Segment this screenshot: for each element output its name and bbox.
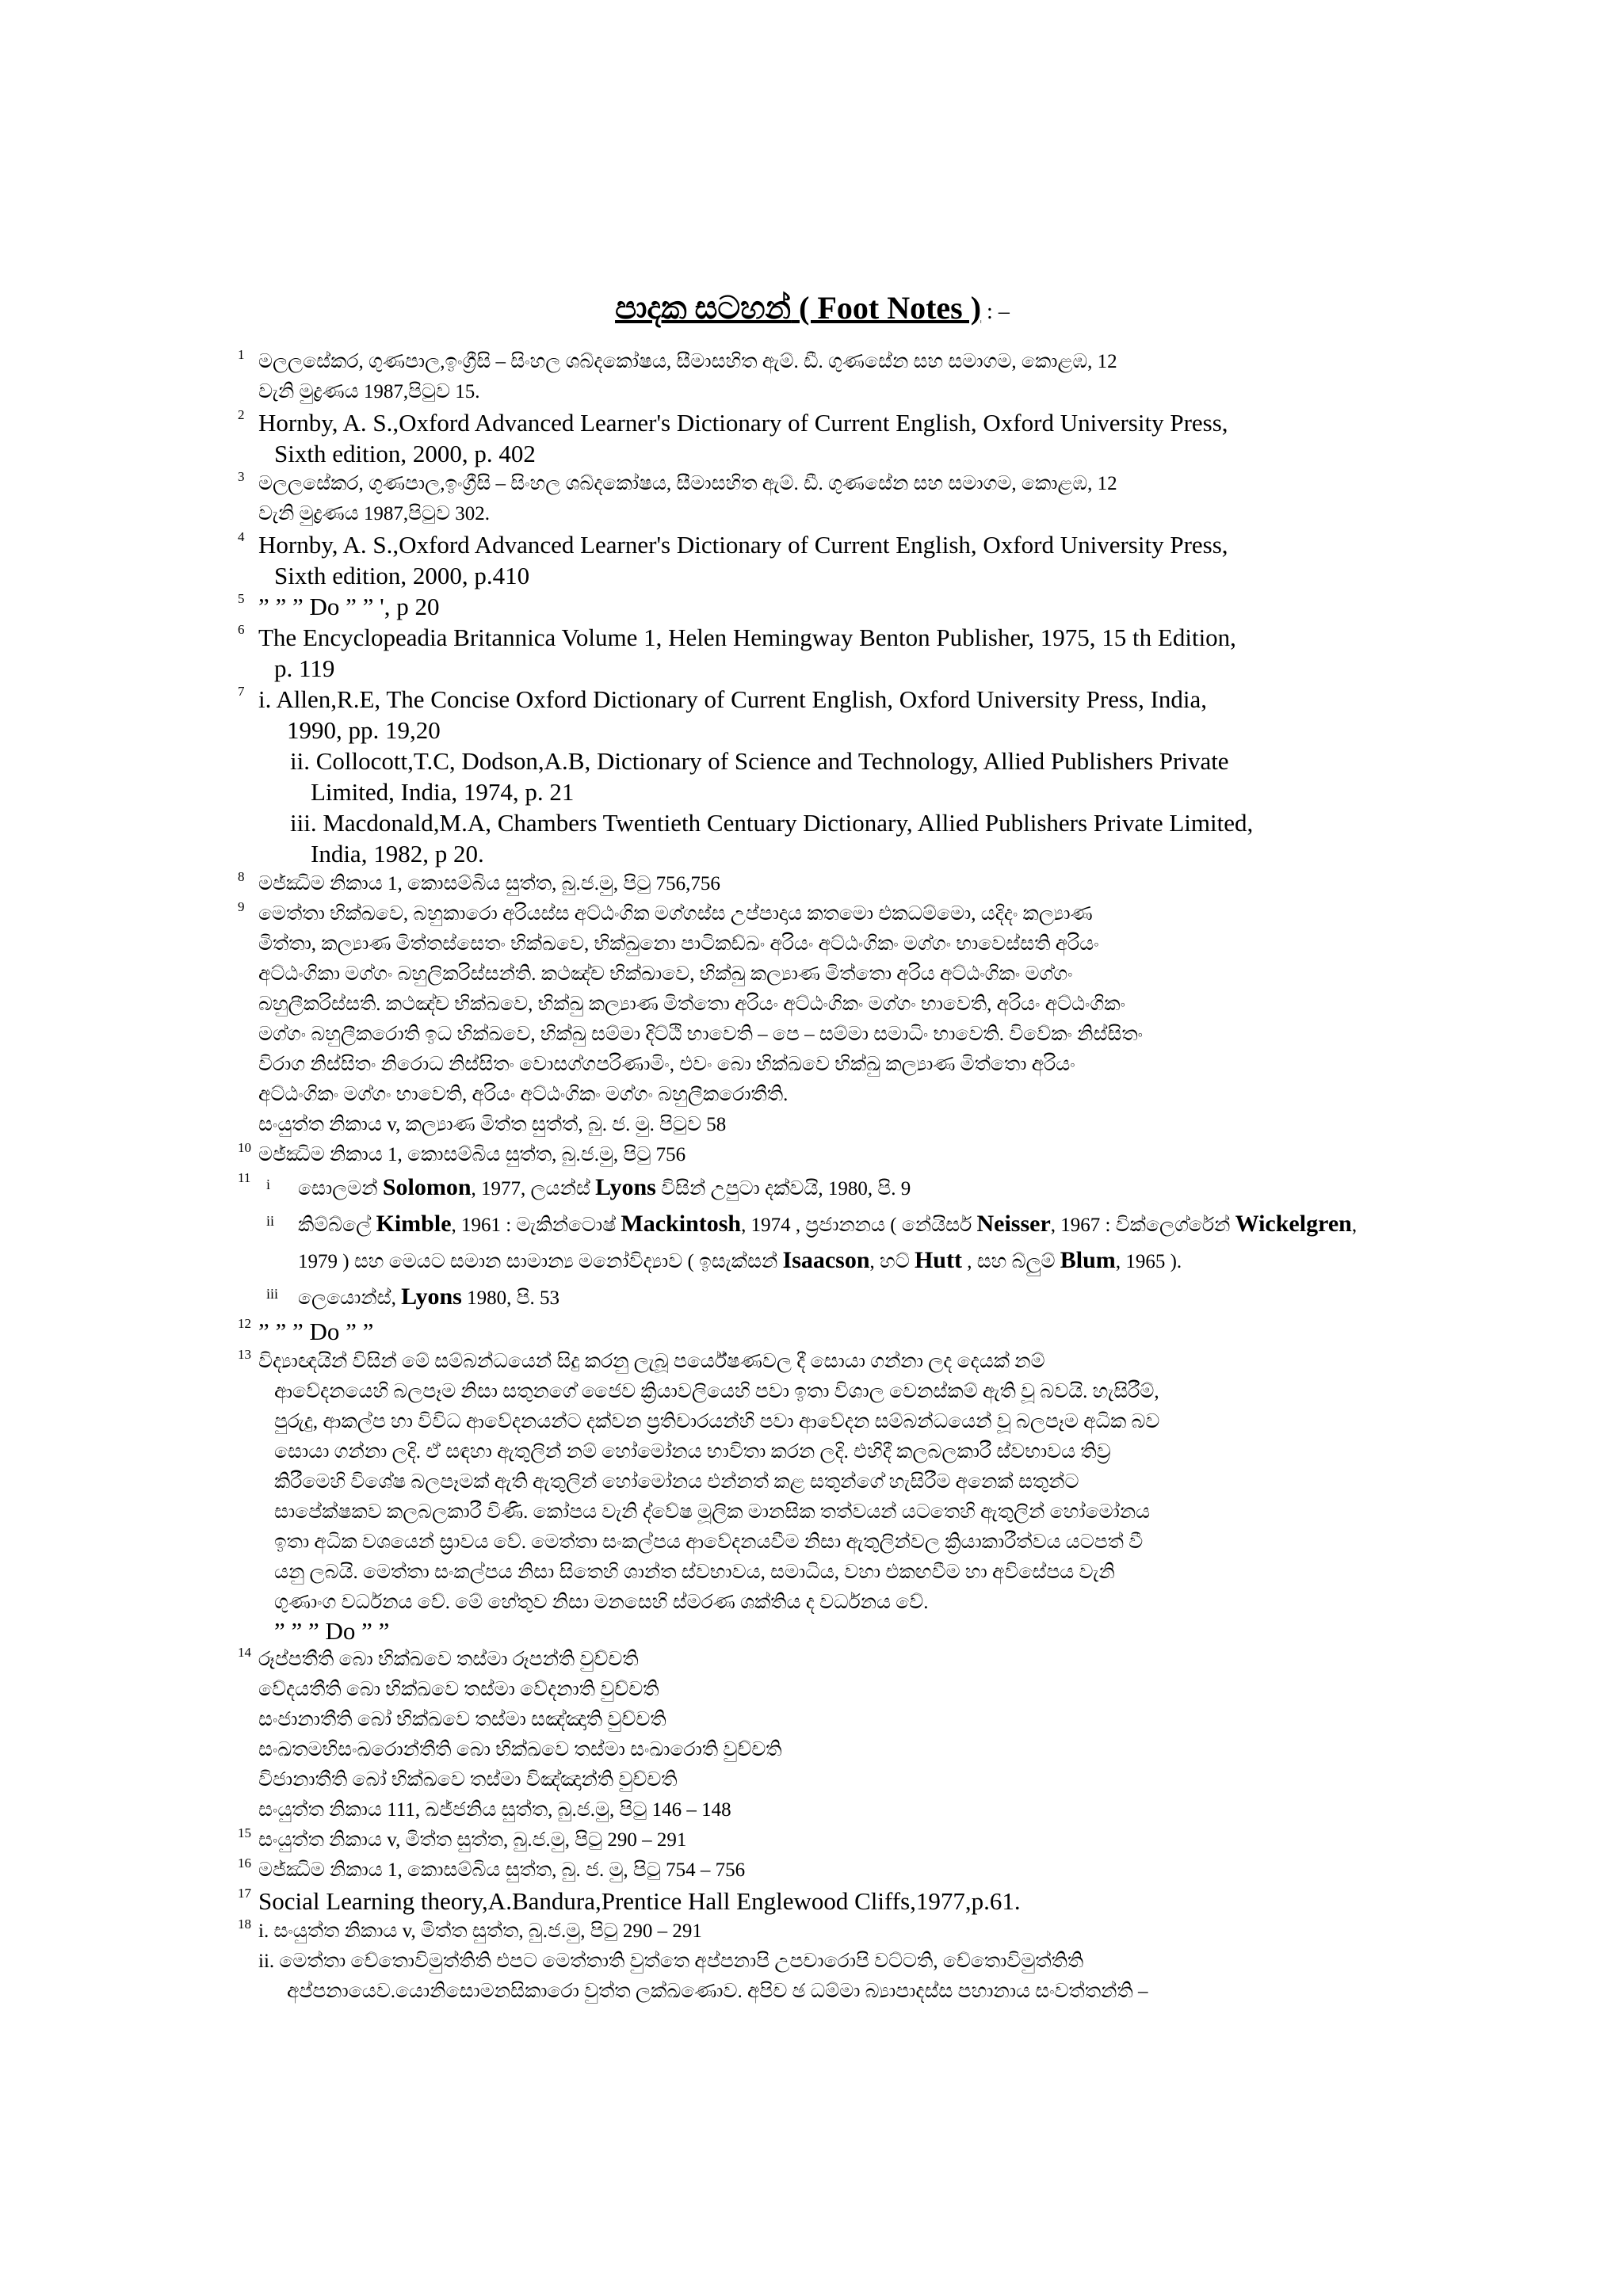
- footnote-13: [238, 1347, 1387, 1645]
- title-english: ( Foot Notes ): [799, 290, 982, 326]
- footnote-line: බහුලීකරිස්සති. කථඤ්ච භික්ඛවෙ, භික්ඛු කල්‍යාණ මිත්තො අරියං අට්ඨංගිකං මග්ගං භාවෙති, අරියං අට්ඨංගිකං: [258, 994, 1125, 1015]
- footnote-8: [238, 869, 1387, 899]
- footnote-line: i. Allen,R.E, The Concise Oxford Dictionary of Current English, Oxford University Press, India,: [258, 685, 1208, 713]
- item-marker: ii: [266, 1213, 275, 1229]
- footnote-line: මග්ගං බහුලීකරොති ඉධ භික්ඛවෙ, භික්ඛු සම්මා දිට්ඨි භාවෙති – පෙ – සම්මා සමාධිං භාවෙති. විවේකං නිස්සිතං: [258, 1024, 1144, 1045]
- footnote-line: මජ්ඣිම නිකාය 1, කොසම්බිය සුත්ත, බු.ජ.මු, පිටු 756,756: [258, 873, 720, 894]
- item-text: [298, 1174, 911, 1200]
- footnote-7-sub-ii: [258, 746, 1387, 807]
- item-marker: iii: [266, 1286, 279, 1302]
- footnote-line: ” ” ” Do ” ”: [274, 1617, 390, 1645]
- footnote-7-sub-iii: [258, 807, 1387, 869]
- footnote-number: 14: [238, 1645, 251, 1660]
- author-name: Wickelgren: [1235, 1211, 1352, 1237]
- footnote-number: 12: [238, 1316, 251, 1331]
- footnote-line: India, 1982, p 20.: [311, 840, 484, 868]
- footnote-line: p. 119: [274, 654, 335, 682]
- footnote-line: Hornby, A. S.,Oxford Advanced Learner's Dictionary of Current English, Oxford University Press,: [258, 409, 1228, 437]
- item-text: [298, 1211, 1358, 1273]
- footnote-number: 17: [238, 1886, 251, 1901]
- footnote-2: [238, 407, 1387, 469]
- item-marker: i: [266, 1177, 271, 1192]
- footnote-line: සොයා ගන්නා ලදි. ඒ සඳහා ඇතුලින් නම් හෝමෝනය භාවිතා කරන ලදි. එහිදී කලබලකාරී ස්වභාවය තිව්‍ර: [274, 1441, 1111, 1463]
- footnote-number: 7: [238, 684, 245, 699]
- item-text-segment: , 1961 : මැකින්ටොෂ්: [451, 1215, 621, 1236]
- footnote-number: 5: [238, 591, 245, 606]
- item-text-segment: සොලමන්: [298, 1178, 383, 1199]
- footnote-line: සංඛතමභිසංඛරොන්තීති බො භික්ඛවෙ තස්මා සංඛාරොති වුච්චති: [258, 1739, 782, 1760]
- item-text-segment: ලෙයොන්ස්,: [298, 1287, 402, 1309]
- footnote-line: මෙත්තා භික්ඛවෙ, බහුකාරො අරියස්ස අට්ඨංගික මග්ගස්ස උප්පාදාය කතමො එකධම්මො, යදිදං කල්‍යාණ: [258, 903, 1093, 925]
- footnote-14: [238, 1645, 1387, 1825]
- footnote-line: වේදයතීති බො භික්ඛවෙ තස්මා වේදනාති වුච්චති: [258, 1679, 659, 1700]
- footnote-number: 9: [238, 899, 245, 914]
- footnote-number: 6: [238, 622, 245, 637]
- author-name: Lyons: [401, 1283, 462, 1310]
- footnote-5: [238, 591, 1387, 622]
- footnote-4: [238, 529, 1387, 591]
- footnote-line: විජානාතීති බෝ භික්ඛවෙ තස්මා විඤ්ඤාන්ති වුච්චති: [258, 1769, 678, 1791]
- item-text-segment: , සහ බ්ලුම්: [961, 1251, 1060, 1272]
- item-text-segment: , 1977, ලයන්ස්: [471, 1178, 596, 1199]
- footnote-1: [238, 347, 1387, 407]
- footnote-line: Limited, India, 1974, p. 21: [311, 778, 575, 806]
- author-name: Neisser: [976, 1211, 1051, 1237]
- footnote-6: [238, 622, 1387, 684]
- item-text-segment: , 1979 ) සහ මෙයට සමාන සාමාන්‍ය මනෝවිද්‍යාව ( ඉසැක්සන්: [298, 1215, 1358, 1272]
- footnote-line: වැනි මුද්‍රණය 1987,පිටුව 302.: [258, 503, 491, 524]
- footnote-number: 11: [238, 1170, 251, 1185]
- footnote-line: කිරීමෙහි විශේෂ බලපෑමක් ඇති ඇතුලින් හෝමෝනය එන්නත් කළ සතුන්ගේ හැසිරීම අනෙක් සතුන්ට: [274, 1471, 1079, 1493]
- footnote-line: සංජානාතීති බෝ භික්ඛවෙ තස්මා සඤ්ඤාති වුච්චති: [258, 1709, 666, 1730]
- author-name: Lyons: [595, 1174, 656, 1200]
- footnote-line: අට්ඨංගිකං මග්ගං භාවෙති, අරියං අට්ඨංගිකං මග්ගං බහුලීකරොතීති.: [258, 1084, 789, 1105]
- footnote-line: ii. මෙත්තා චේතොවිමුත්තිති එපට මෙත්තාති වුත්තෙ අප්පනාපි උපචාරොපි වට්ටති, චේතොවිමුත්තිති: [258, 1951, 1084, 1972]
- footnote-line: රූප්පතීති බො භික්ඛවෙ තස්මා රූපන්ති වුච්චති: [258, 1649, 639, 1670]
- footnote-line: පුරුදු, ආකල්ප හා විවිධ ආවේදනයන්ට දක්වන ප්‍රතිචාරයන්හි පවා ආවේදන සම්බන්ධයෙන් වූ බලපෑම අධික බව: [274, 1411, 1160, 1432]
- footnote-number: 15: [238, 1825, 251, 1840]
- footnote-line: විරාග නිස්සිතං නිරොධ නිස්සිතං වොසග්ගපරිණාමිං, එවං බො භික්ඛවෙ භික්ඛු කල්‍යාණ මිත්තො අරියං: [258, 1054, 1075, 1075]
- footnote-line: Sixth edition, 2000, p.410: [274, 562, 530, 589]
- footnote-11-item-ii: [258, 1207, 1387, 1280]
- footnote-11-item-iii: [258, 1280, 1387, 1316]
- author-name: Isaacson: [782, 1247, 870, 1273]
- item-text-segment: , 1965 ).: [1115, 1251, 1182, 1272]
- footnote-line: මජ්ඣිම නිකාය 1, කොසම්බිය සුත්ත, බු. ජ. මු, පිටු 754 – 756: [258, 1859, 746, 1881]
- item-text-segment: විසින් උපුටා දක්වයි, 1980, පි. 9: [655, 1178, 911, 1199]
- footnote-line: මලලසේකර, ගුණපාල,ඉංග්‍රීසි – සිංහල ශබ්දකෝෂය, සීමාසහිත ඇම්. ඩී. ගුණසේන සහ සමාගම, කොළඹ, 12: [258, 473, 1117, 494]
- author-name: Blum: [1060, 1247, 1116, 1273]
- footnote-line: මලලසේකර, ගුණපාල,ඉංග්‍රීසි – සිංහල ශබ්දකෝෂය, සීමාසහිත ඇම්. ඩී. ගුණසේන සහ සමාගම, කොළඹ, 12: [258, 351, 1117, 372]
- footnote-line: i. සංයුත්ත නිකාය v, මිත්ත සුත්ත, බු.ජ.මු, පිටු 290 – 291: [258, 1920, 702, 1942]
- item-text-segment: කිම්බ්ලේ: [298, 1215, 376, 1236]
- footnote-source: සංයුත්ත නිකාය v, කල්‍යාණ මිත්ත සුත්ත්, බු. ජ. මු. පිටුව 58: [258, 1114, 727, 1135]
- footnote-number: 13: [238, 1347, 251, 1362]
- footnote-15: [238, 1825, 1387, 1855]
- item-text-segment: , 1967 : වික්ලෙග්රේන්: [1050, 1215, 1235, 1236]
- footnote-3: [238, 469, 1387, 529]
- footnote-line: සංයුත්ත නිකාය v, මිත්ත සුත්ත, බු.ජ.මු, පිටු 290 – 291: [258, 1829, 687, 1851]
- footnote-line: iii. Macdonald,M.A, Chambers Twentieth Centuary Dictionary, Allied Publishers Private Limited,: [290, 809, 1254, 837]
- footnote-number: 8: [238, 869, 245, 884]
- footnote-line: මජ්ඣිම නිකාය 1, කොසම්බිය සුත්ත, බු.ජ.මු, පිටු 756: [258, 1144, 686, 1165]
- footnote-line: ඉතා අධික වශයෙන් ස්‍රාවය වේ. මෙත්තා සංකල්පය ආවේදනයවීම නිසා ඇතුලින්වල ක්‍රියාකාරීත්වය යටපත් වී: [274, 1531, 1144, 1553]
- footnote-number: 16: [238, 1855, 251, 1871]
- footnote-number: 3: [238, 469, 245, 484]
- footnote-line: අට්ඨංගිකා මග්ගං බහුලිකරිස්සන්ති. කථඤ්ච භික්ඛාවෙ, භික්ඛු කල්‍යාණ මිත්තො අරිය අට්ඨංගිකං මග්ගං: [258, 963, 1073, 985]
- author-name: Kimble: [376, 1211, 452, 1237]
- footnote-line: අප්පනායෙව.යොනිසොමනසිකාරො වුත්ත ලක්ඛණොව. අපිච ඡ ධම්මා බ්‍යාපාදස්ස පහානාය සංවත්තන්ති –: [287, 1981, 1148, 2002]
- footnote-line: ආවේදනයෙහි බලපෑම නිසා සතුනගේ ජෛව ක්‍රියාවලියෙහි පවා ඉතා විශාල වෙනස්කම් ඇති වූ බවයි. හැසිරීම්,: [274, 1381, 1159, 1402]
- footnote-number: 10: [238, 1140, 251, 1155]
- footnote-line: යනු ලබයි. මෙත්තා සංකල්පය නිසා සිතෙහි ශාන්ත ස්වභාවය, සමාධිය, වහා එකඟවීම හා අවිසේපය වැනි: [274, 1562, 1115, 1583]
- footnote-line: 1990, pp. 19,20: [287, 716, 441, 744]
- footnote-12: [238, 1316, 1387, 1347]
- footnote-11: [238, 1170, 1387, 1316]
- footnote-line: සාපේක්ෂකව කලබලකාරී විණි. කෝපය වැනි ද්වේෂ මූලික මානසික තත්වයන් යටතෙහි ඇතුලින් හෝමෝනය: [274, 1501, 1151, 1523]
- footnote-line: ගුණාංග වර්ධනය වේ. මේ හේතුව නිසා මනසෙහි ස්මරණ ශක්තිය ද වර්ධනය වේ.: [274, 1592, 929, 1613]
- footnote-number: 4: [238, 529, 245, 544]
- footnote-number: 1: [238, 347, 245, 362]
- footnote-line: Sixth edition, 2000, p. 402: [274, 440, 536, 467]
- footnote-line: වැනි මුද්‍රණය 1987,පිටුව 15.: [258, 381, 480, 402]
- footnote-line: සංයුත්ත නිකාය 111, ඛජ්ජනිය සුත්ත, බු.ජ.මු, පිටු 146 – 148: [258, 1799, 731, 1821]
- footnote-10: [238, 1140, 1387, 1170]
- footnote-number: 18: [238, 1917, 251, 1932]
- footnote-line: Social Learning theory,A.Bandura,Prentice Hall Englewood Cliffs,1977,p.61.: [258, 1887, 1021, 1915]
- footnote-line: විද්‍යාඥයින් විසින් මේ සම්බන්ධයෙන් සිදු කරනු ලැබූ පර්යේෂණවල දී සොයා ගන්නා ලද දෙයක් නම්: [258, 1351, 1045, 1372]
- footnote-16: [238, 1855, 1387, 1886]
- footnote-7: [238, 684, 1387, 869]
- footnote-9: [238, 899, 1387, 1140]
- author-name: Hutt: [914, 1247, 962, 1273]
- footnote-number: 2: [238, 407, 245, 422]
- item-text-segment: , හට්: [869, 1251, 915, 1272]
- author-name: Mackintosh: [621, 1211, 742, 1237]
- title-sinhala: පාදක සටහන්: [615, 290, 792, 326]
- footnote-line: The Encyclopeadia Britannica Volume 1, Helen Hemingway Benton Publisher, 1975, 15 th Edition,: [258, 624, 1236, 651]
- footnote-18: [238, 1917, 1387, 2007]
- footnote-line: ii. Collocott,T.C, Dodson,A.B, Dictionary of Science and Technology, Allied Publishers Private: [290, 747, 1229, 775]
- footnote-17: [238, 1886, 1387, 1917]
- title-suffix: : –: [981, 299, 1010, 324]
- item-text: [298, 1283, 560, 1310]
- footnote-line: ” ” ” Do ” ”: [258, 1318, 374, 1345]
- footnotes-page: [238, 289, 1387, 2007]
- footnote-line: ” ” ” Do ” ” ', p 20: [258, 593, 440, 620]
- item-text-segment: 1980, පි. 53: [461, 1287, 560, 1309]
- footnote-line: මිත්තා, කල්‍යාණ මිත්තස්සෙතං භික්ඛවෙ, භික්ඛුනො පාටිකඩ්ඛං අරියං අට්ඨංගිකං මග්ගං භාවෙස්සති අරියං: [258, 933, 1099, 955]
- page-title: [238, 289, 1387, 326]
- footnote-line: Hornby, A. S.,Oxford Advanced Learner's Dictionary of Current English, Oxford University Press,: [258, 531, 1228, 559]
- author-name: Solomon: [382, 1174, 472, 1200]
- item-text-segment: , 1974 , ප්‍රජානනය ( නේයිසර්: [741, 1215, 977, 1236]
- footnote-11-item-i: [258, 1170, 1387, 1207]
